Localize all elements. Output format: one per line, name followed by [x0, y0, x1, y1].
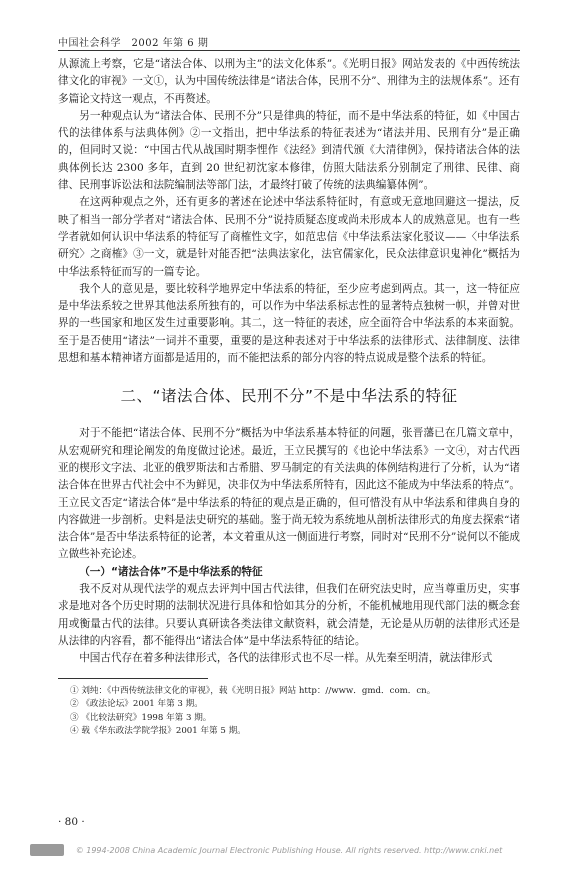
section-heading: 二、“诸法合体、民刑不分”不是中华法系的特征 [120, 387, 458, 406]
page-number: · 80 · [58, 816, 85, 828]
paragraph-3: 在这两种观点之外，还有更多的著述在论述中华法系特征时，有意或无意地回避这一提法，反映了相当一部分学者对“诸法合体、民刑不分”说持质疑态度或尚未形成本人的成熟意见。也有一些学者就如何认识中华法系的特征写了商榷性文字，如范忠信《中华法系法家化驳议——〈中华法系研究〉之商榷》③一文，就是针对能否把“法典法家化，法官儒家化，民众法律意识鬼神化”概括为中华法系特征而写的一篇专论。 [58, 196, 520, 278]
footnote-4: ④ 载《华东政法学院学报》2001 年第 5 期。 [70, 726, 246, 736]
paragraph-5: 对于不能把“诸法合体、民刑不分”概括为中华法系基本特征的问题，张晋藩已在几篇文章中，从宏观研究和理论阐发的角度做过论述。最近，王立民撰写的《也论中华法系》一文④，对古代西亚的楔形文字法、北亚的俄罗斯法和古希腊、罗马制定的有关法典的体例结构进行了分析，认为“诸法合体在世界古代社会中不为鲜见，决非仅为中华法系所特有，因此这不能成为中华法系的特点”。王立民文否定“诸法合体”是中华法系的特征的观点是正确的，但可惜没有从中华法系和律典自身的内容做进一步剖析。史料是法史研究的基础。鉴于尚无较为系统地从剖析法律形式的角度去探索“诸法合体”是否中华法系特征的论著，本文着重从这一侧面进行考察，同时对“民刑不分”说何以不能成立做些补充论述。 [58, 427, 520, 561]
paragraph-4: 我个人的意见是，要比较科学地界定中华法系的特征，至少应考虑到两点。其一，这一特征应是中华法系较之世界其他法系所独有的，可以作为中华法系标志性的显著特点独树一帜，并曾对世界的一些国家和地区发生过重要影响。其二，这一特征的表述，应全面符合中华法系的本来面貌。至于是否使用“诸法”一词并不重要，重要的是这种表述对于中华法系的法律形式、法律制度、法律思想和基本精神诸方面都是适用的，而不能把法系的部分内容的特点说成是整个法系的特征。 [58, 282, 520, 365]
paragraph-7: 中国古代存在着多种法律形式，各代的法律形式也不尽一样。从先秦至明清，就法律形式 [79, 652, 493, 665]
footnote-3: ③ 《比较法研究》1998 年第 3 期。 [70, 712, 212, 723]
article-body [58, 56, 520, 739]
header-rule [58, 50, 520, 51]
subsection-heading: （一）“诸法合体”不是中华法系的特征 [79, 565, 263, 578]
paragraph-2: 另一种观点认为“诸法合体、民刑不分”只是律典的特征，而不是中华法系的特征，如《中国古代的法律体系与法典体例》②一文指出，把中华法系的特征表述为“诸法并用、民刑有分”是正确的，但同时又说：“中国古代从战国时期李悝作《法经》到清代颁《大清律例》，保持诸法合体的法典体例长达 2300 多年，直到 20 世纪初沈家本修律，仿照大陆法系分别制定了刑律、民律、商律、民刑事诉讼法和法院编制法等部门法，才最终打破了传统的法典编纂体例”。 [58, 109, 520, 192]
running-header: 中国社会科学 2002 年第 6 期 [58, 38, 209, 49]
paragraph-1: 从源流上考察，它是“诸法合体、以刑为主”的法文化体系”。《光明日报》网站发表的《中西传统法律文化的审视》一文①，认为中国传统法律是“诸法合体，民刑不分”、刑律为主的法规体系”。还有多篇论文持这一观点，不再赘述。 [58, 58, 520, 105]
copyright-notice: © 1994-2008 China Academic Journal Electronic Publishing House. All rights reserved. http://www.cnki.net [75, 846, 503, 855]
paragraph-6: 我不反对从现代法学的观点去评判中国古代法律，但我们在研究法史时，应当尊重历史，实事求是地对各个历史时期的法制状况进行具体和恰如其分的分析，不能机械地用现代部门法的概念套用或衡量古代的法律。只要认真研读各类法律文献资料，就会清楚，无论是从历朝的法律形式还是从法律的内容看，都不能得出“诸法合体”是中华法系特征的结论。 [58, 583, 520, 647]
footnote-1: ① 刘纯：《中西传统法律文化的审视》，载《光明日报》网站 http：//www．gmd．com．cn。 [70, 685, 436, 696]
footnote-rule [58, 678, 208, 679]
footnote-2: ② 《政法论坛》2001 年第 3 期。 [70, 699, 203, 709]
